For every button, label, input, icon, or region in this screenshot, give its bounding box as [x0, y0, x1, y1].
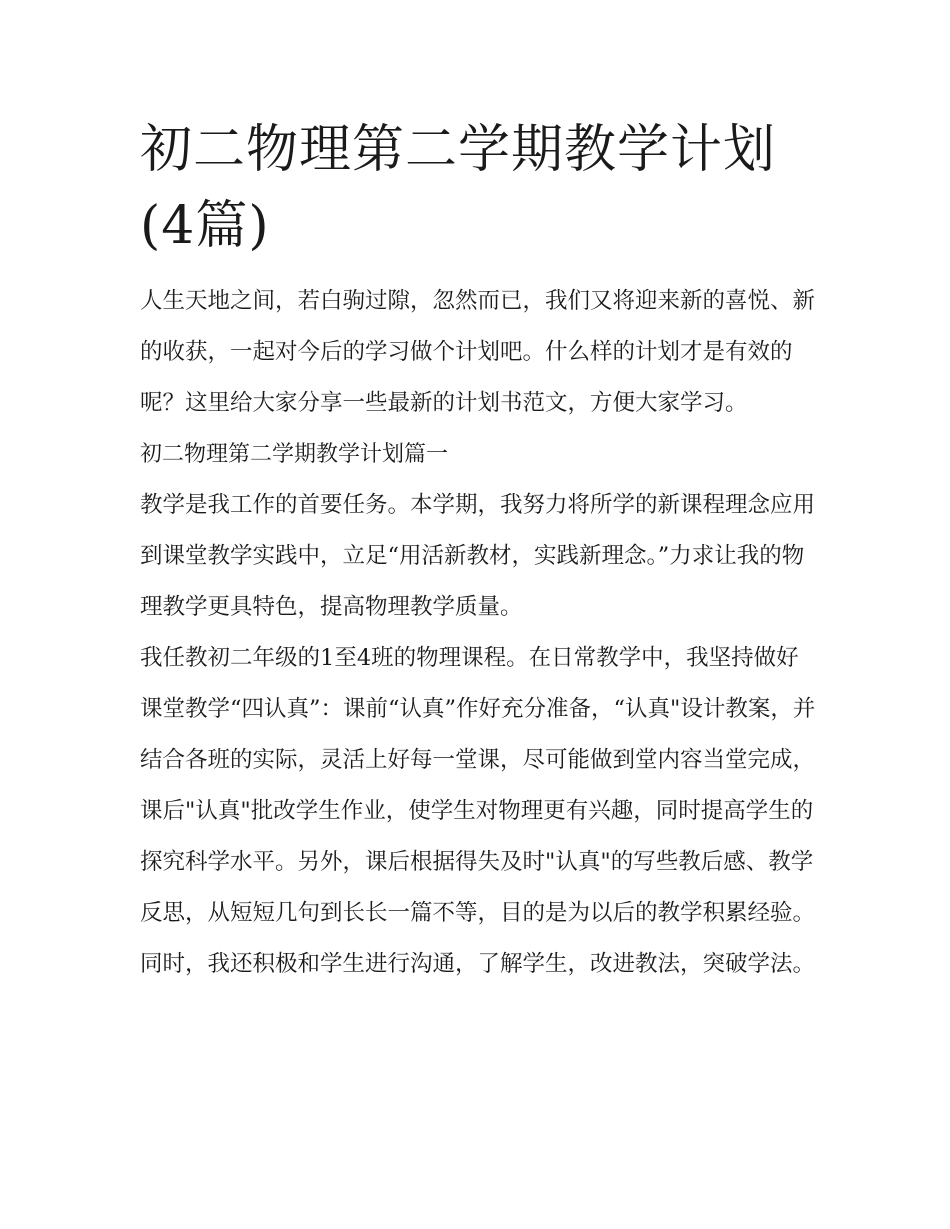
- document-title: 初二物理第二学期教学计划(4篇): [140, 120, 777, 256]
- document-body: [140, 276, 820, 990]
- body-paragraph: 教学是我工作的首要任务。本学期，我努力将所学的新课程理念应用到课堂教学实践中，立足“用活新教材，实践新理念。”力求让我的物理教学更具特色，提高物理教学质量。: [140, 492, 816, 620]
- section-heading: 初二物理第二学期教学计划篇一: [140, 442, 449, 467]
- intro-paragraph: 人生天地之间，若白驹过隙，忽然而已，我们又将迎来新的喜悦、新的收获，一起对今后的学习做个计划吧。什么样的计划才是有效的呢？这里给大家分享一些最新的计划书范文，方便大家学习。: [140, 288, 816, 416]
- body-paragraph: 我任教初二年级的1至4班的物理课程。在日常教学中，我坚持做好课堂教学“四认真”：课前“认真”作好充分准备，“认真"设计教案，并结合各班的实际，灵活上好每一堂课，尽可能做到堂内容当堂完成，课后"认真"批改学生作业，使学生对物理更有兴趣，同时提高学生的探究科学水平。另外，课后根据得失及时"认真"的写些教后感、教学反思，从短短几句到长长一篇不等，目的是为以后的教学积累经验。同时，我还积极和学生进行沟通，了解学生，改进教法，突破学法。: [140, 645, 816, 977]
